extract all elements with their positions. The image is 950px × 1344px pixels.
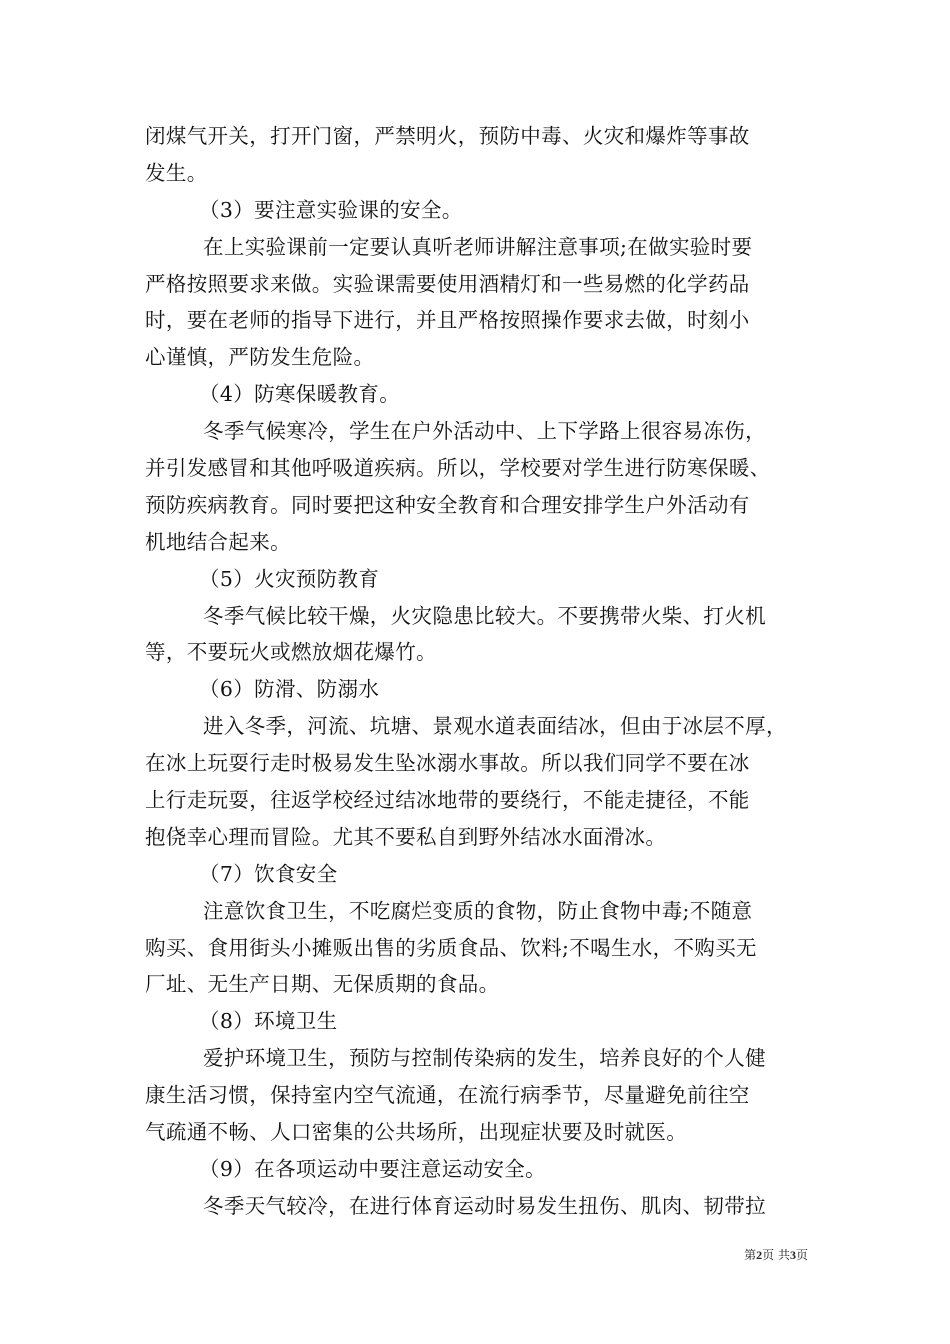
footer-middle: 页 共 [762,1248,790,1262]
text-line: 进入冬季，河流、坑塘、景观水道表面结冰，但由于冰层不厚， [203,714,787,739]
text-line: 购买、食用街头小摊贩出售的劣质食品、饮料;不喝生水，不购买无 [145,935,757,960]
text-line: 气疏通不畅、人口密集的公共场所，出现症状要及时就医。 [145,1120,688,1145]
section-heading: （4）防寒保暖教育。 [199,382,401,407]
total-pages-number: 3 [789,1248,796,1262]
text-line: 冬季气候比较干燥，火灾隐患比较大。不要携带火柴、打火机 [203,603,766,628]
text-line: 心谨慎，严防发生危险。 [145,345,375,370]
text-line: 闭煤气开关，打开门窗，严禁明火，预防中毒、火灾和爆炸等事故 [145,124,750,148]
section-heading: （9）在各项运动中要注意运动安全。 [199,1156,546,1181]
text-line: 冬季天气较冷，在进行体育运动时易发生扭伤、肌肉、韧带拉 [203,1193,766,1218]
page-footer [690,1247,808,1263]
text-line: 康生活习惯，保持室内空气流通，在流行病季节，尽量避免前往空 [145,1083,750,1108]
section-heading: （3）要注意实验课的安全。 [199,197,463,222]
text-line: 冬季气候寒冷，学生在户外活动中、上下学路上很容易冻伤， [203,419,766,444]
text-line: 注意饮食卫生，不吃腐烂变质的食物，防止食物中毒;不随意 [203,898,753,923]
section-heading: （8）环境卫生 [199,1009,338,1034]
section-heading: （5）火灾预防教育 [199,566,380,591]
text-line: 在上实验课前一定要认真听老师讲解注意事项;在做实验时要 [203,234,753,259]
text-line: 机地结合起来。 [145,529,291,554]
text-line: 爱护环境卫生，预防与控制传染病的发生，培养良好的个人健 [203,1046,766,1071]
text-line: 抱侥幸心理而冒险。尤其不要私自到野外结冰水面滑冰。 [145,824,667,849]
text-line: 在冰上玩耍行走时极易发生坠冰溺水事故。所以我们同学不要在冰 [145,751,750,776]
text-line: 严格按照要求来做。实验课需要使用酒精灯和一些易燃的化学药品 [145,271,750,296]
footer-prefix: 第 [744,1248,757,1262]
text-line: 时，要在老师的指导下进行，并且严格按照操作要求去做，时刻小 [145,308,750,333]
text-line: 上行走玩耍，往返学校经过结冰地带的要绕行，不能走捷径，不能 [145,788,750,813]
text-line: 并引发感冒和其他呼吸道疾病。所以，学校要对学生进行防寒保暖、 [145,456,771,481]
section-heading: （7）饮食安全 [199,861,338,886]
section-heading: （6）防滑、防溺水 [199,677,380,702]
text-line: 厂址、无生产日期、无保质期的食品。 [145,972,500,997]
text-line: 发生。 [145,160,208,185]
document-body [145,118,813,1225]
current-page-number: 2 [756,1248,763,1262]
footer-suffix: 页 [795,1248,808,1262]
text-line: 预防疾病教育。同时要把这种安全教育和合理安排学生户外活动有 [145,492,750,517]
text-line: 等，不要玩火或燃放烟花爆竹。 [145,640,437,665]
